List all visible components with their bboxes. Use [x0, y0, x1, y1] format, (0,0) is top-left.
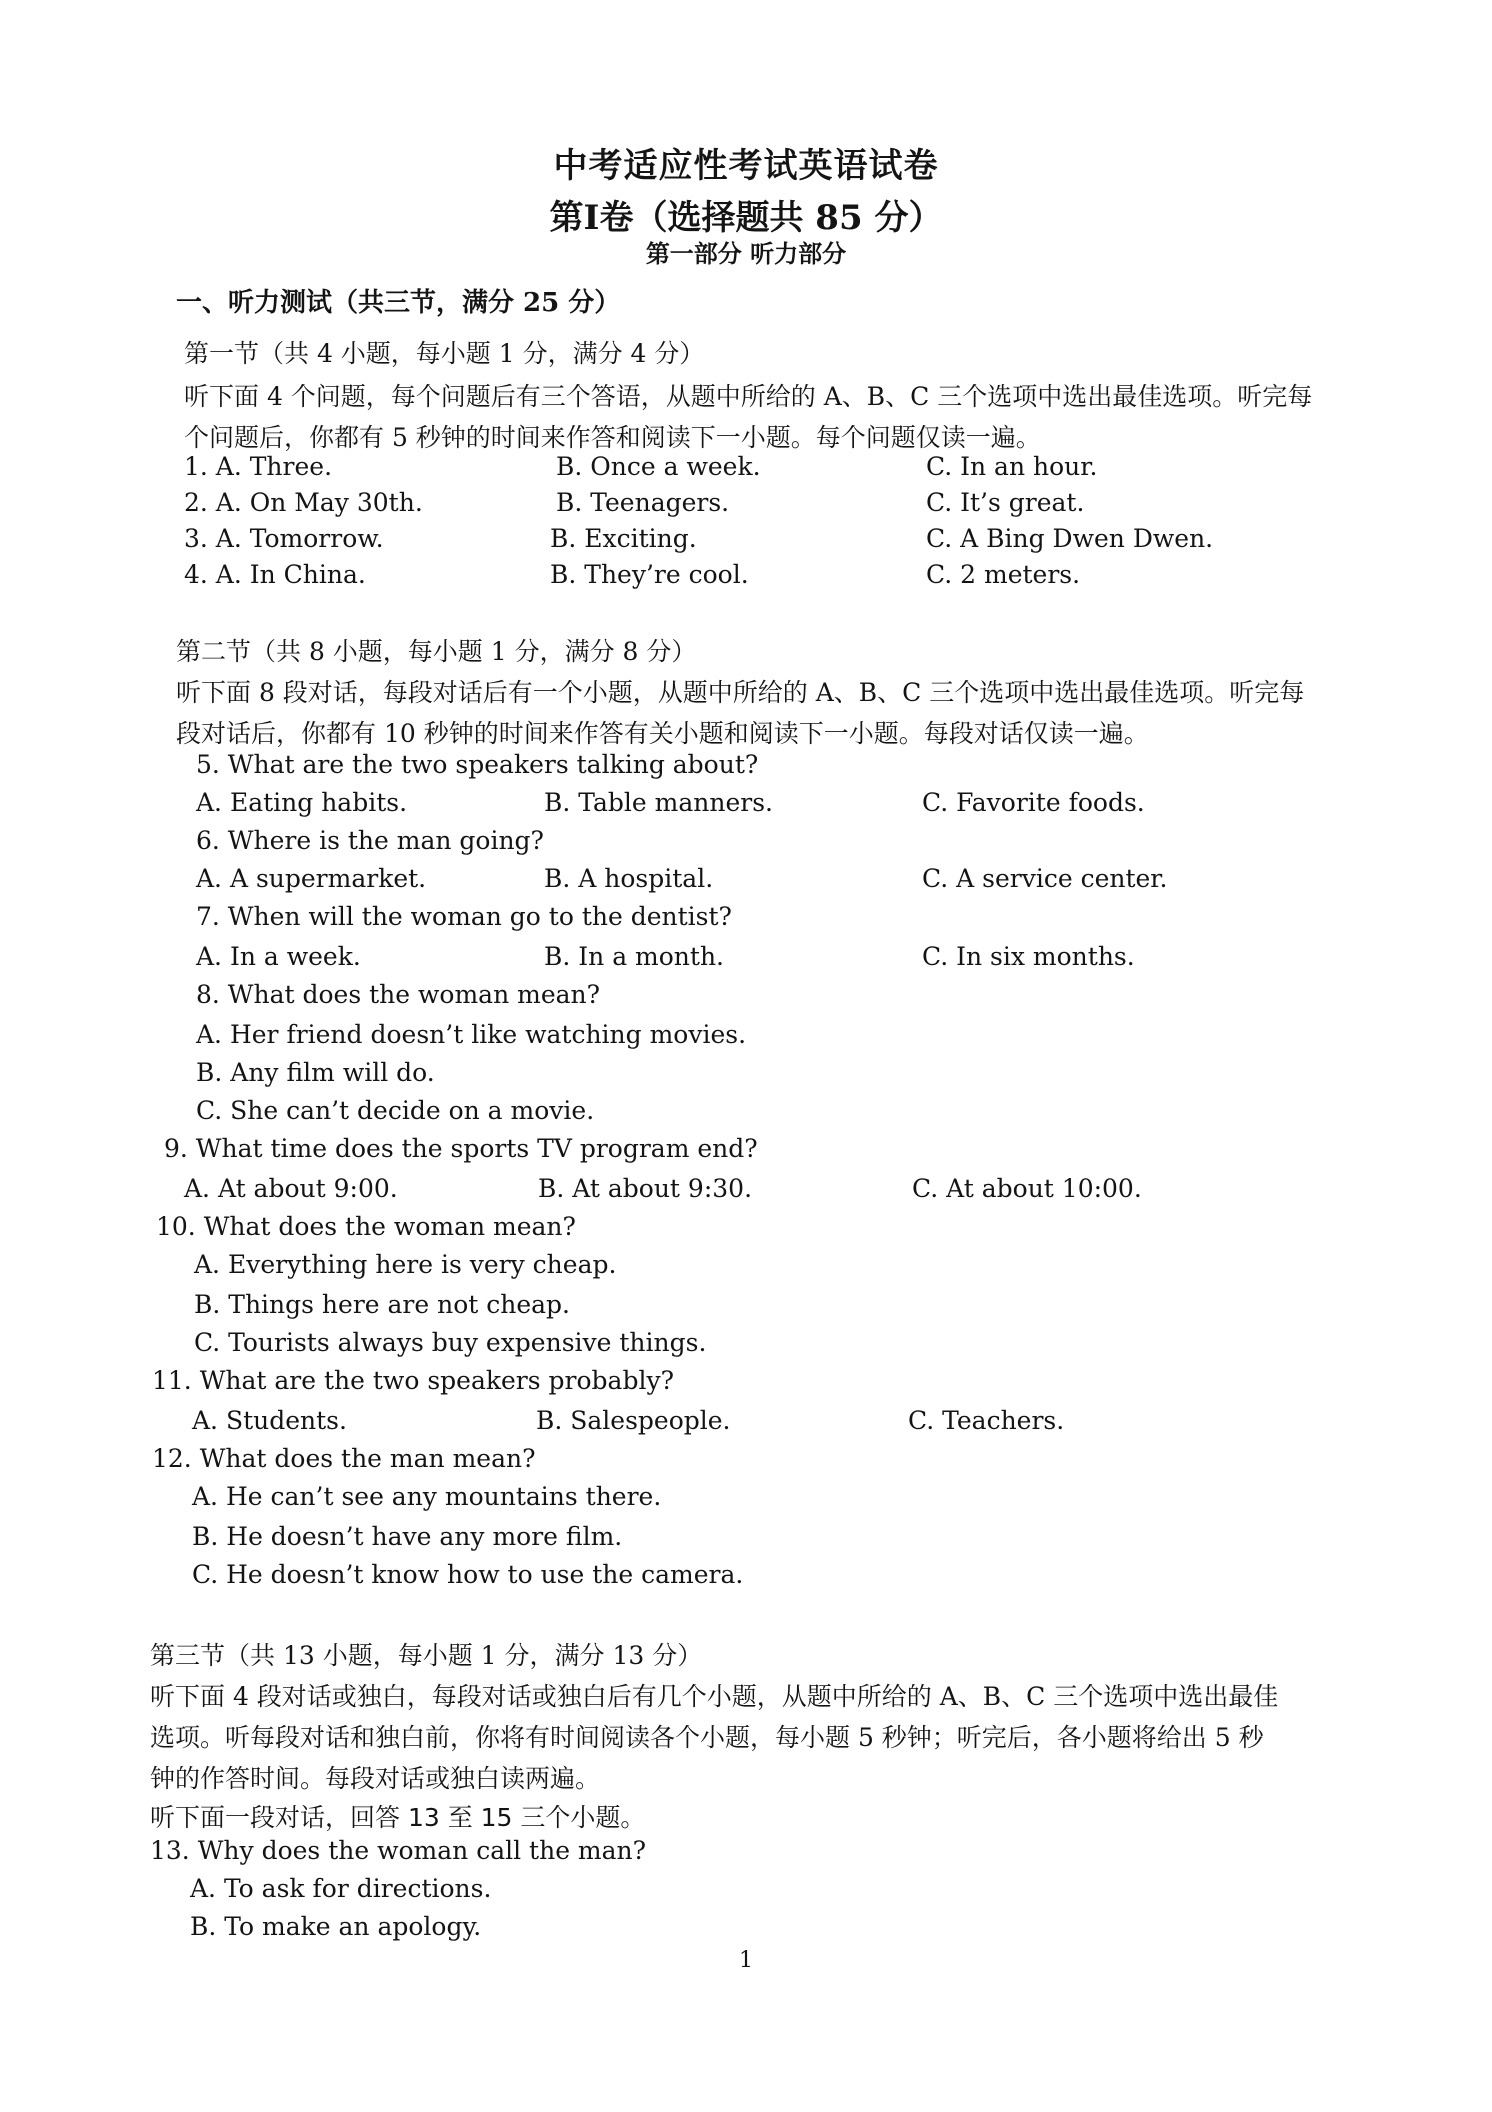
- option-b: B. Exciting.: [550, 524, 697, 553]
- option-c: C. It’s great.: [926, 488, 1085, 517]
- part1-instruction: [184, 376, 1364, 458]
- option-a: 3. A. Tomorrow.: [184, 524, 384, 553]
- option-c: C. Favorite foods.: [922, 788, 1145, 817]
- option-a: A. Her friend doesn’t like watching movies.: [196, 1020, 747, 1049]
- option-b: B. Any film will do.: [196, 1058, 435, 1087]
- part1-heading: 第一节（共 4 小题，每小题 1 分，满分 4 分）: [184, 339, 705, 368]
- option-c: C. He doesn’t know how to use the camera.: [192, 1560, 744, 1589]
- part2-instruction-line: 听下面 8 段对话，每段对话后有一个小题，从题中所给的 A、B、C 三个选项中选出最佳选项。听完每: [176, 678, 1305, 707]
- part3-instruction-line: 选项。听每段对话和独白前，你将有时间阅读各个小题，每小题 5 秒钟；听完后，各小题将给出 5 秒: [150, 1723, 1264, 1752]
- part1-item: [0, 560, 1492, 596]
- option-c: C. A service center.: [922, 864, 1168, 893]
- option-b: B. He doesn’t have any more film.: [192, 1522, 623, 1551]
- question-10: 10. What does the woman mean?: [156, 1212, 576, 1241]
- part3-instruction-line: 听下面 4 段对话或独白，每段对话或独白后有几个小题，从题中所给的 A、B、C 三个选项中选出最佳: [150, 1682, 1279, 1711]
- part1-item: [0, 524, 1492, 560]
- question-12: 12. What does the man mean?: [152, 1444, 536, 1473]
- page-number: 1: [739, 1948, 753, 1973]
- option-a: A. In a week.: [196, 942, 361, 971]
- option-c: C. Teachers.: [908, 1406, 1065, 1435]
- options-11: [0, 1406, 1492, 1442]
- part1-item: [0, 488, 1492, 524]
- section-heading: 一、听力测试（共三节，满分 25 分）: [176, 288, 621, 318]
- option-a: A. At about 9:00.: [184, 1174, 398, 1203]
- part2-instruction-line: 段对话后，你都有 10 秒钟的时间来作答有关小题和阅读下一小题。每段对话仅读一遍。: [176, 719, 1149, 748]
- option-b: B. Once a week.: [556, 452, 761, 481]
- option-a: 1. A. Three.: [184, 452, 333, 481]
- options-5: [0, 788, 1492, 824]
- volume-title: 第Ⅰ卷（选择题共 85 分）: [549, 198, 943, 238]
- part2-instruction: [176, 672, 1366, 754]
- option-a: 2. A. On May 30th.: [184, 488, 423, 517]
- options-9: [0, 1174, 1492, 1210]
- option-b: B. Things here are not cheap.: [194, 1290, 571, 1319]
- question-7: 7. When will the woman go to the dentist?: [196, 902, 732, 931]
- option-b: B. A hospital.: [544, 864, 714, 893]
- part1-instruction-line: 个问题后，你都有 5 秒钟的时间来作答和阅读下一小题。每个问题仅读一遍。: [184, 423, 1041, 452]
- question-8: 8. What does the woman mean?: [196, 980, 601, 1009]
- option-c: C. She can’t decide on a movie.: [196, 1096, 595, 1125]
- option-a: A. To ask for directions.: [190, 1874, 492, 1903]
- option-c: C. 2 meters.: [926, 560, 1081, 589]
- option-a: A. A supermarket.: [196, 864, 427, 893]
- question-6: 6. Where is the man going?: [196, 826, 544, 855]
- part1-item: [0, 452, 1492, 488]
- part3-instruction-line: 钟的作答时间。每段对话或独白读两遍。: [150, 1764, 601, 1793]
- option-a: A. He can’t see any mountains there.: [192, 1482, 662, 1511]
- option-b: B. To make an apology.: [190, 1912, 482, 1941]
- option-c: C. Tourists always buy expensive things.: [194, 1328, 707, 1357]
- part2-heading: 第二节（共 8 小题，每小题 1 分，满分 8 分）: [176, 637, 697, 666]
- part-title: 第一部分 听力部分: [645, 239, 847, 268]
- part1-instruction-line: 听下面 4 个问题，每个问题后有三个答语，从题中所给的 A、B、C 三个选项中选出最佳选项。听完每: [184, 382, 1313, 411]
- part3-instruction: [150, 1676, 1350, 1799]
- option-b: B. They’re cool.: [550, 560, 749, 589]
- option-a: 4. A. In China.: [184, 560, 366, 589]
- options-6: [0, 864, 1492, 900]
- option-c: C. In six months.: [922, 942, 1135, 971]
- option-a: A. Everything here is very cheap.: [194, 1250, 617, 1279]
- question-13: 13. Why does the woman call the man?: [150, 1836, 647, 1865]
- option-c: C. In an hour.: [926, 452, 1098, 481]
- option-a: A. Eating habits.: [196, 788, 408, 817]
- part3-heading: 第三节（共 13 小题，每小题 1 分，满分 13 分）: [150, 1641, 703, 1670]
- options-7: [0, 942, 1492, 978]
- dialogue-note: 听下面一段对话，回答 13 至 15 三个小题。: [150, 1803, 646, 1832]
- option-a: A. Students.: [192, 1406, 347, 1435]
- option-c: C. A Bing Dwen Dwen.: [926, 524, 1214, 553]
- option-c: C. At about 10:00.: [912, 1174, 1142, 1203]
- option-b: B. At about 9:30.: [538, 1174, 753, 1203]
- option-b: B. Salespeople.: [536, 1406, 731, 1435]
- exam-title: 中考适应性考试英语试卷: [553, 146, 939, 186]
- option-b: B. In a month.: [544, 942, 724, 971]
- question-5: 5. What are the two speakers talking about?: [196, 750, 759, 779]
- question-11: 11. What are the two speakers probably?: [152, 1366, 674, 1395]
- option-b: B. Table manners.: [544, 788, 773, 817]
- option-b: B. Teenagers.: [556, 488, 730, 517]
- question-9: 9. What time does the sports TV program end?: [164, 1134, 758, 1163]
